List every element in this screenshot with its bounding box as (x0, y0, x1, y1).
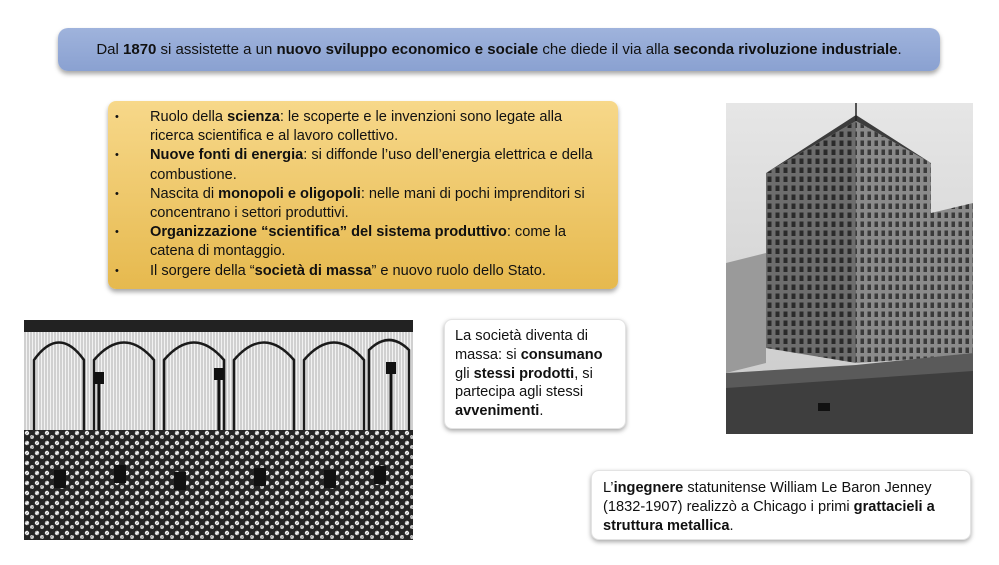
list-item (108, 262, 608, 281)
banner-text-part: si assistette a un (156, 41, 277, 58)
callout-keyword: avvenimenti (455, 403, 540, 420)
item-text: : le scoperte e le invenzioni sono legate alla ricerca scientifica e al lavoro collettivo. (150, 109, 563, 145)
banner-text-part: . (897, 41, 902, 58)
item-keyword: Nuove fonti di energia (150, 147, 304, 164)
banner-text (96, 41, 901, 58)
item-text: : nelle mani di pochi imprenditori si concentrano i settori produttivi. (150, 185, 585, 222)
item-text: : si diffonde l’uso dell’energia elettrica e della combustione. (150, 147, 593, 183)
banner-emphasis: nuovo sviluppo economico e sociale (276, 41, 539, 58)
item-text: Nascita di (150, 185, 219, 202)
callout-text: La società diventa di massa: si (455, 328, 589, 363)
banner-year: 1870 (123, 41, 157, 58)
skyscraper-photo-drawing (726, 103, 973, 434)
item-keyword: società di massa (254, 262, 372, 279)
crowd-engraving-drawing (24, 320, 413, 540)
item-text: Ruolo della (150, 109, 228, 125)
banner-text-part: Dal (96, 41, 124, 58)
callout-text: , si partecipa agli stessi (455, 365, 593, 401)
banner-text-part: che diede il via alla (538, 41, 674, 58)
bullet-marker: • (115, 149, 119, 162)
list-item (108, 146, 608, 184)
bullet-marker: • (115, 187, 119, 200)
callout-text: L’ (603, 480, 614, 496)
crowd-engraving-image (24, 320, 413, 540)
title-banner (58, 28, 940, 71)
item-keyword: Organizzazione “scientifica” del sistema produttivo (150, 224, 507, 241)
callout-text: . (729, 517, 734, 534)
item-text: : come la catena di montaggio. (150, 224, 567, 260)
bullet-marker: • (115, 264, 119, 277)
mass-society-callout (444, 319, 626, 429)
skyscraper-photo-image (726, 103, 973, 434)
item-text: ” e nuovo ruolo dello Stato. (371, 262, 546, 279)
item-keyword: monopoli e oligopoli (218, 185, 361, 202)
key-points-box (108, 101, 618, 289)
callout-keyword: consumano (520, 346, 603, 363)
item-text: Il sorgere della “ (150, 262, 255, 279)
list-item (108, 185, 608, 223)
bullet-marker: • (115, 226, 119, 239)
list-item (108, 223, 608, 261)
callout-text: . (539, 403, 544, 420)
list-item (108, 108, 608, 146)
callout-text: gli (455, 365, 474, 382)
item-keyword: scienza (227, 109, 280, 125)
callout-keyword: grattacieli a struttura metallica (603, 498, 935, 534)
callout-keyword: ingegnere (613, 480, 684, 496)
banner-emphasis: seconda rivoluzione industriale (673, 41, 898, 58)
bullet-marker: • (115, 111, 119, 123)
engineer-callout (591, 470, 971, 540)
callout-text: statunitense William Le Baron Jenney (1832-1907) realizzò a Chicago i primi (603, 480, 932, 515)
callout-keyword: stessi prodotti (473, 365, 575, 382)
key-points-list (108, 108, 608, 281)
